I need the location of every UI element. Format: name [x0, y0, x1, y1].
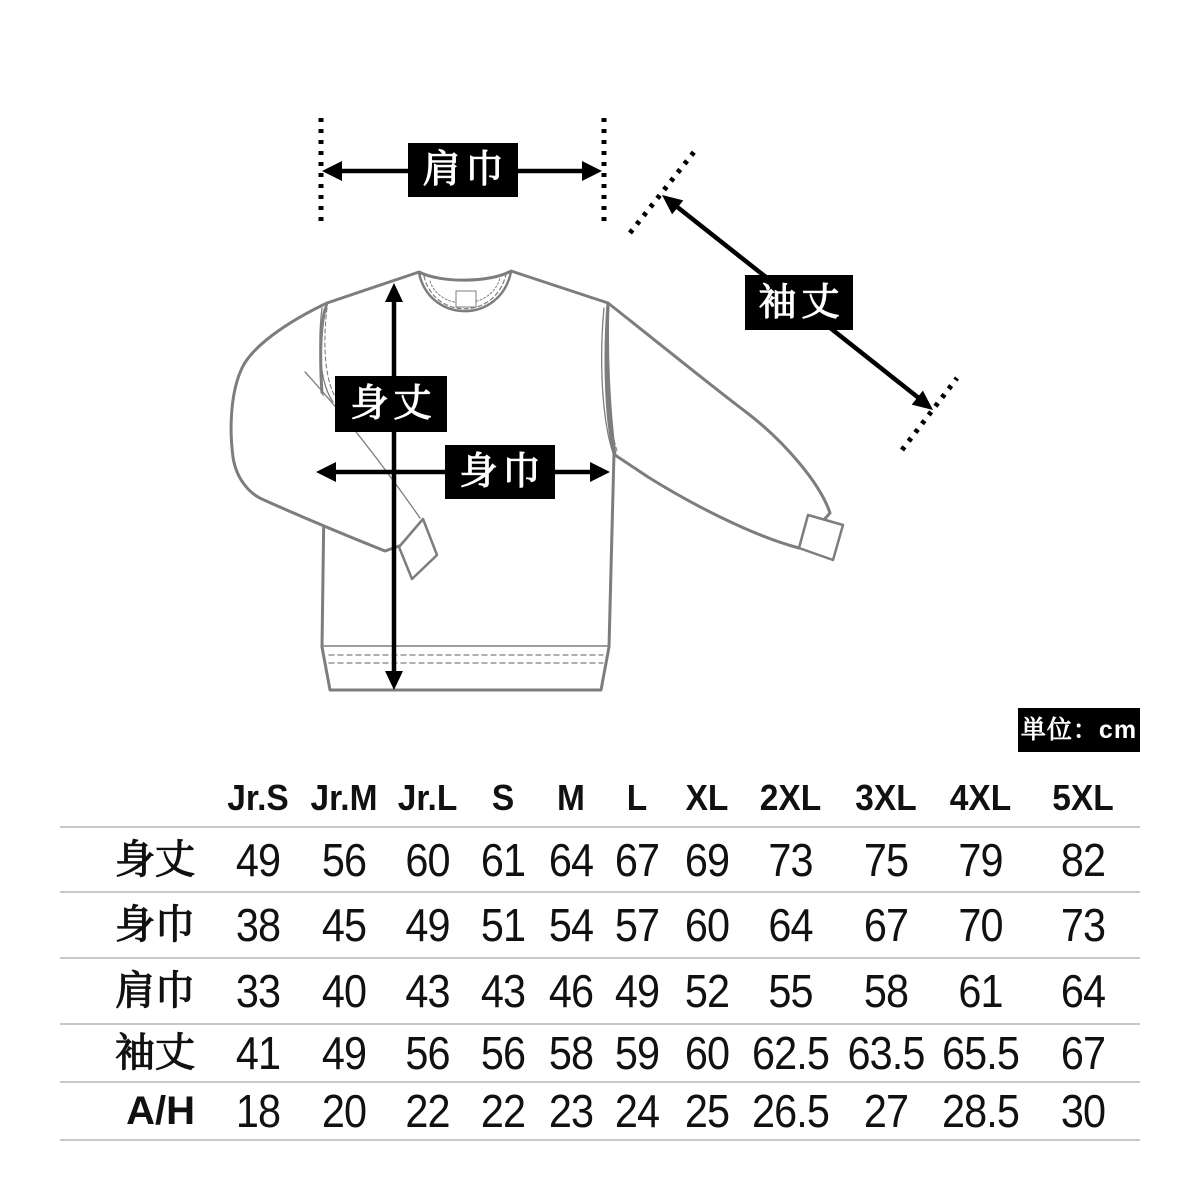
- measurement-value: 67: [614, 833, 660, 886]
- table-row-body-width: [60, 893, 1140, 959]
- measurement-value: 56: [405, 1027, 450, 1079]
- measurement-value: 18: [235, 1085, 281, 1137]
- measurement-value: 26.5: [752, 1085, 829, 1137]
- measurement-value: 70: [958, 899, 1003, 951]
- table-row-sleeve-length: [60, 1025, 1140, 1083]
- size-column-header: Jr.M: [310, 777, 378, 818]
- measurement-value: 73: [768, 833, 813, 886]
- measurement-value: 56: [321, 833, 367, 886]
- measurement-value: 49: [614, 965, 660, 1017]
- measurement-value: 23: [548, 1085, 594, 1137]
- measurement-value: 49: [405, 899, 450, 951]
- measurement-value: 67: [1060, 1027, 1106, 1079]
- neck-tag: [456, 291, 476, 307]
- size-column-header: S: [491, 777, 515, 818]
- measurement-value: 20: [321, 1085, 367, 1137]
- shoulder-width-label: 肩巾: [408, 143, 518, 197]
- measurement-value: 56: [480, 1027, 526, 1079]
- row-label: A/H: [126, 1089, 195, 1133]
- size-column-header: 5XL: [1052, 777, 1114, 818]
- size-column-header: Jr.S: [227, 777, 289, 818]
- measurement-value: 38: [235, 899, 281, 951]
- right-cuff: [799, 515, 843, 560]
- measurement-value: 57: [614, 899, 660, 951]
- measurement-value: 58: [863, 965, 909, 1017]
- measurement-value: 49: [321, 1027, 367, 1079]
- size-column-header: 3XL: [855, 777, 917, 818]
- row-label: 袖丈: [115, 1031, 195, 1075]
- measurement-value: 59: [614, 1027, 660, 1079]
- measurement-value: 40: [321, 965, 367, 1017]
- size-column-header: XL: [685, 777, 729, 818]
- measurement-value: 58: [548, 1027, 594, 1079]
- measurement-value: 67: [863, 899, 909, 951]
- size-column-header: 4XL: [949, 777, 1012, 818]
- measurement-value: 24: [614, 1085, 660, 1137]
- measurement-value: 43: [480, 965, 526, 1017]
- measurement-value: 54: [548, 899, 594, 951]
- measurement-value: 61: [958, 965, 1003, 1017]
- row-label: 肩巾: [115, 969, 195, 1013]
- measurement-value: 64: [768, 899, 813, 951]
- measurement-value: 60: [684, 1027, 730, 1079]
- measurement-value: 22: [480, 1085, 526, 1137]
- measurement-value: 82: [1060, 833, 1106, 886]
- measurement-value: 27: [863, 1085, 909, 1137]
- measurement-value: 46: [548, 965, 594, 1017]
- measurement-value: 61: [480, 833, 526, 886]
- size-column-header: 2XL: [759, 777, 822, 818]
- body-length-label: 身丈: [335, 376, 447, 432]
- measurement-value: 75: [863, 833, 909, 886]
- table-row-armhole: [60, 1083, 1140, 1141]
- measurement-value: 60: [405, 833, 450, 886]
- size-column-header: L: [626, 777, 648, 818]
- table-row-shoulder-width: [60, 959, 1140, 1025]
- measurement-value: 60: [684, 899, 730, 951]
- measurement-value: 22: [405, 1085, 450, 1137]
- size-table: [60, 770, 1140, 1141]
- measurement-value: 51: [480, 899, 526, 951]
- measurement-value: 65.5: [942, 1027, 1019, 1079]
- measurement-value: 79: [958, 833, 1003, 886]
- measurement-value: 41: [235, 1027, 281, 1079]
- size-column-header: M: [557, 777, 585, 818]
- sleeve-length-label: 袖丈: [745, 275, 853, 330]
- body-width-label: 身巾: [445, 445, 555, 499]
- measurement-value: 63.5: [847, 1027, 925, 1079]
- measurement-value: 28.5: [942, 1085, 1019, 1137]
- right-sleeve: [607, 303, 830, 548]
- measurement-value: 64: [548, 833, 594, 886]
- measurement-value: 30: [1060, 1085, 1106, 1137]
- measurement-value: 45: [321, 899, 367, 951]
- measurement-value: 43: [405, 965, 450, 1017]
- measurement-value: 69: [684, 833, 730, 886]
- size-column-header: Jr.L: [397, 777, 458, 818]
- measurement-value: 52: [684, 965, 730, 1017]
- table-row-body-length: [60, 828, 1140, 893]
- measurement-value: 62.5: [752, 1027, 829, 1079]
- size-table-header-row: [60, 770, 1140, 828]
- measurement-value: 55: [768, 965, 813, 1017]
- row-label: 身丈: [115, 837, 195, 882]
- measurement-value: 25: [684, 1085, 730, 1137]
- row-label: 身巾: [115, 903, 195, 947]
- measurement-value: 33: [235, 965, 281, 1017]
- unit-badge: 単位：cm: [1018, 708, 1140, 752]
- measurement-value: 73: [1060, 899, 1106, 951]
- measurement-value: 64: [1060, 965, 1106, 1017]
- measurement-value: 49: [235, 833, 281, 886]
